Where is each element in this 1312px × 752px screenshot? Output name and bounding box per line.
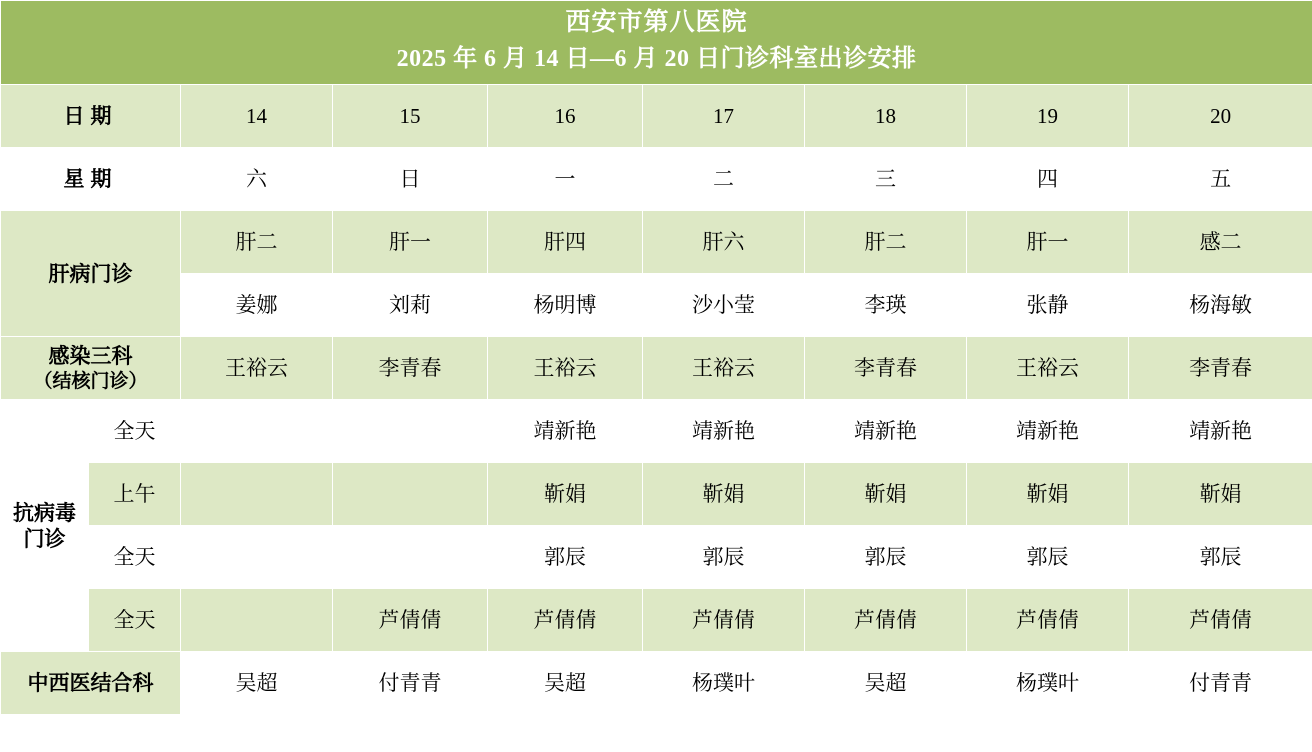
- infection-cell-0: 王裕云: [181, 337, 333, 400]
- antiviral-3-cell-5: 郭辰: [967, 526, 1129, 589]
- date-cell-2: 16: [488, 85, 643, 148]
- liver-doctor-cell-2: 杨明博: [488, 274, 643, 337]
- liver-doctor-cell-4: 李瑛: [805, 274, 967, 337]
- date-cell-4: 18: [805, 85, 967, 148]
- antiviral-row-3: [1, 526, 1312, 589]
- liver-doctor-cell-0: 姜娜: [181, 274, 333, 337]
- date-cell-1: 15: [333, 85, 488, 148]
- liver-code-cell-5: 肝一: [967, 211, 1129, 274]
- antiviral-1-cell-5: 靖新艳: [967, 400, 1129, 463]
- antiviral-2-cell-2: 靳娟: [488, 463, 643, 526]
- date-cell-6: 20: [1129, 85, 1312, 148]
- antiviral-3-cell-2: 郭辰: [488, 526, 643, 589]
- weekday-cell-5: 四: [967, 148, 1129, 211]
- antiviral-2-cell-5: 靳娟: [967, 463, 1129, 526]
- row-label-tcm-western: 中西医结合科: [1, 652, 181, 715]
- liver-clinic-row-doctor: [1, 274, 1312, 337]
- weekday-row: [1, 148, 1312, 211]
- antiviral-4-cell-3: 芦倩倩: [643, 589, 805, 652]
- tcm-cell-2: 吴超: [488, 652, 643, 715]
- date-cell-5: 19: [967, 85, 1129, 148]
- antiviral-2-cell-6: 靳娟: [1129, 463, 1312, 526]
- infection-cell-5: 王裕云: [967, 337, 1129, 400]
- antiviral-3-cell-1: [333, 526, 488, 589]
- liver-code-cell-6: 感二: [1129, 211, 1312, 274]
- antiviral-3-cell-6: 郭辰: [1129, 526, 1312, 589]
- liver-code-cell-2: 肝四: [488, 211, 643, 274]
- antiviral-1-cell-4: 靖新艳: [805, 400, 967, 463]
- row-label-infection-third: [1, 337, 181, 400]
- row-label-liver-clinic: 肝病门诊: [1, 211, 181, 337]
- infection-cell-2: 王裕云: [488, 337, 643, 400]
- antiviral-4-cell-6: 芦倩倩: [1129, 589, 1312, 652]
- tcm-cell-0: 吴超: [181, 652, 333, 715]
- antiviral-period-1: 全天: [89, 400, 181, 463]
- schedule-period: 2025 年 6 月 14 日—6 月 20 日门诊科室出诊安排: [396, 46, 917, 73]
- weekday-cell-6: 五: [1129, 148, 1312, 211]
- antiviral-row-2: [1, 463, 1312, 526]
- liver-code-cell-0: 肝二: [181, 211, 333, 274]
- antiviral-period-4: 全天: [89, 589, 181, 652]
- liver-code-cell-1: 肝一: [333, 211, 488, 274]
- weekday-cell-4: 三: [805, 148, 967, 211]
- weekday-cell-2: 一: [488, 148, 643, 211]
- weekday-cell-0: 六: [181, 148, 333, 211]
- infection-cell-1: 李青春: [333, 337, 488, 400]
- antiviral-row-1: [1, 400, 1312, 463]
- antiviral-1-cell-1: [333, 400, 488, 463]
- weekday-header-label: 星期: [1, 148, 181, 211]
- antiviral-period-3: 全天: [89, 526, 181, 589]
- liver-code-cell-3: 肝六: [643, 211, 805, 274]
- antiviral-2-cell-4: 靳娟: [805, 463, 967, 526]
- infection-cell-4: 李青春: [805, 337, 967, 400]
- date-header-label: 日期: [1, 85, 181, 148]
- tcm-cell-6: 付青青: [1129, 652, 1312, 715]
- antiviral-row-4: [1, 589, 1312, 652]
- liver-code-cell-4: 肝二: [805, 211, 967, 274]
- hospital-name: 西安市第八医院: [565, 9, 748, 36]
- antiviral-1-cell-6: 靖新艳: [1129, 400, 1312, 463]
- date-cell-0: 14: [181, 85, 333, 148]
- liver-doctor-cell-6: 杨海敏: [1129, 274, 1312, 337]
- liver-doctor-cell-3: 沙小莹: [643, 274, 805, 337]
- antiviral-4-cell-4: 芦倩倩: [805, 589, 967, 652]
- tcm-cell-4: 吴超: [805, 652, 967, 715]
- row-label-antiviral-line2: 门诊: [23, 526, 66, 551]
- weekday-cell-3: 二: [643, 148, 805, 211]
- antiviral-2-cell-0: [181, 463, 333, 526]
- liver-doctor-cell-5: 张静: [967, 274, 1129, 337]
- infection-third-dept-row: [1, 337, 1312, 400]
- document-title: [1, 1, 1312, 85]
- antiviral-3-cell-4: 郭辰: [805, 526, 967, 589]
- date-cell-3: 17: [643, 85, 805, 148]
- antiviral-1-cell-2: 靖新艳: [488, 400, 643, 463]
- antiviral-1-cell-0: [181, 400, 333, 463]
- antiviral-4-cell-0: [181, 589, 333, 652]
- row-label-infection-third-sub: （结核门诊）: [33, 370, 148, 392]
- antiviral-2-cell-1: [333, 463, 488, 526]
- infection-cell-6: 李青春: [1129, 337, 1312, 400]
- antiviral-4-cell-1: 芦倩倩: [333, 589, 488, 652]
- row-label-antiviral-line1: 抗病毒: [13, 500, 76, 525]
- row-label-infection-third-main: 感染三科: [48, 344, 133, 369]
- tcm-western-row: [1, 652, 1312, 715]
- tcm-cell-3: 杨璞叶: [643, 652, 805, 715]
- tcm-cell-1: 付青青: [333, 652, 488, 715]
- antiviral-4-cell-2: 芦倩倩: [488, 589, 643, 652]
- antiviral-4-cell-5: 芦倩倩: [967, 589, 1129, 652]
- antiviral-1-cell-3: 靖新艳: [643, 400, 805, 463]
- tcm-cell-5: 杨璞叶: [967, 652, 1129, 715]
- weekday-cell-1: 日: [333, 148, 488, 211]
- antiviral-2-cell-3: 靳娟: [643, 463, 805, 526]
- infection-cell-3: 王裕云: [643, 337, 805, 400]
- antiviral-period-2: 上午: [89, 463, 181, 526]
- title-row: [1, 1, 1312, 85]
- liver-doctor-cell-1: 刘莉: [333, 274, 488, 337]
- antiviral-3-cell-3: 郭辰: [643, 526, 805, 589]
- liver-clinic-row-code: [1, 211, 1312, 274]
- antiviral-3-cell-0: [181, 526, 333, 589]
- row-label-antiviral-clinic: [1, 400, 89, 652]
- date-row: [1, 85, 1312, 148]
